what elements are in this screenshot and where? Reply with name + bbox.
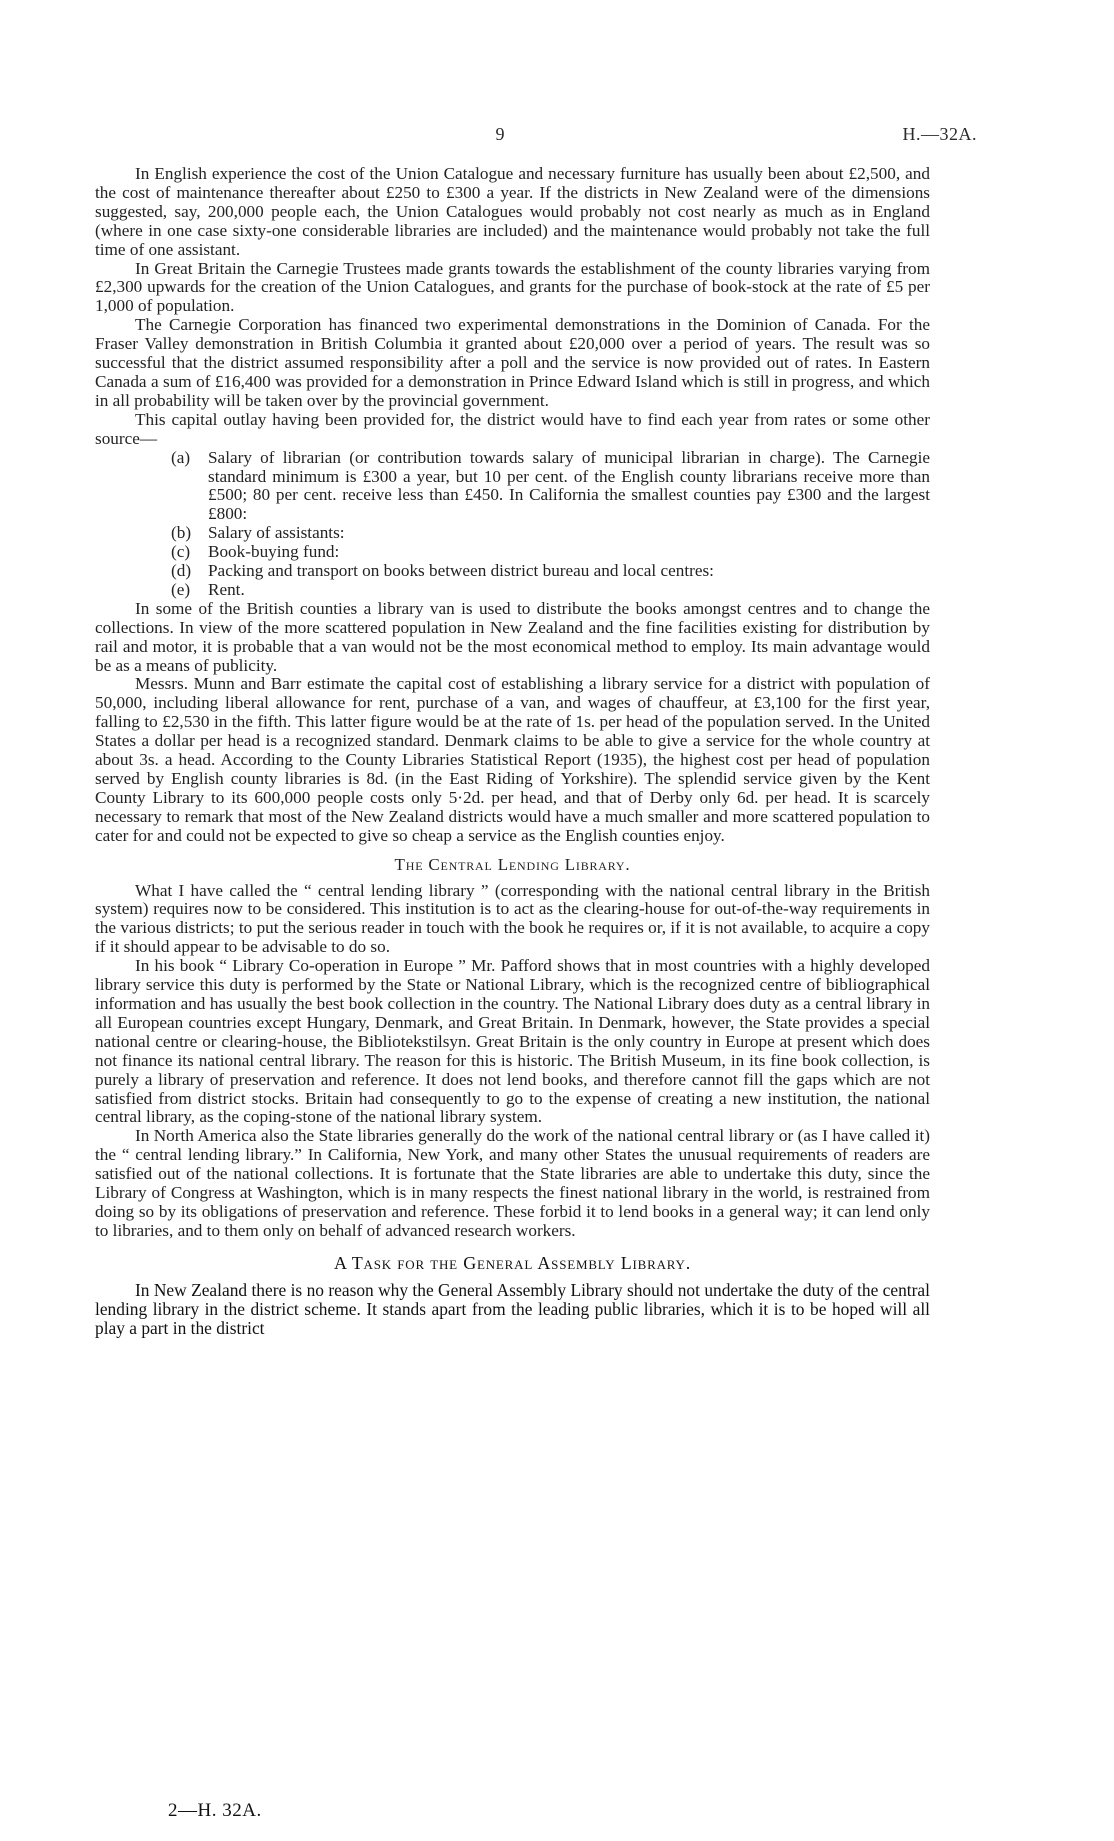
paragraph-library-van: In some of the British counties a library van is used to distribute the books amongst centres and to change the collections. In view of the more scattered population in New Zealand and the fine facilities existing for distribution by rail and motor, it is probable that a van would not be the most economical method to employ. Its main advantage would be as a means of publicity. — [95, 598, 930, 675]
list-item — [171, 562, 930, 581]
paragraph-munn-and-barr: Messrs. Munn and Barr estimate the capital cost of establishing a library service for a district with population of 50,000, including liberal allowance for rent, purchase of a van, and wages of chauffeur, at £3,100 for the first year, falling to £2,530 in the fifth. This latter figure would be at the rate of 1s. per head of the population served. In the United States a dollar per head is a recognized standard. Denmark claims to be able to give a service for the whole country at about 3s. a head. According to the County Libraries Statistical Report (1935), the highest cost per head of population served by English county libraries is 8d. (in the East Riding of Yorkshire). The splendid service given by the Kent County Library to its 600,000 people costs only 5·2d. per head, and that of Derby only 6d. per head. It is scarcely necessary to remark that most of the New Zealand districts would have a much smaller and more scattered population to cater for and could not be expected to give so cheap a service as the English counties enjoy. — [95, 674, 930, 845]
paragraph-union-catalogue-cost: In English experience the cost of the Union Catalogue and necessary furniture has usually been about £2,500, and the cost of maintenance thereafter about £250 to £300 a year. If the districts in New Zealand were of the dimensions suggested, say, 200,000 people each, the Union Catalogues would probably not cost nearly as much as in England (where in one case sixty-one considerable libraries are included) and the maintenance would probably not take the full time of one assistant. — [95, 164, 930, 259]
list-item — [171, 449, 930, 525]
list-marker: (c) — [171, 542, 191, 562]
list-marker: (e) — [171, 579, 191, 599]
list-item-text: Rent. — [208, 579, 245, 599]
section-heading-general-assembly-library: A Task for the General Assembly Library. — [333, 1252, 692, 1273]
paragraph-central-lending-library: What I have called the “ central lending library ” (corresponding with the national central library in the British system) requires now to be considered. This institution is to act as the clearing-house for out-of-the-way requirements in the various districts; to put the serious reader in touch with the book he requires or, if it is not available, to acquire a copy if it should appear to be advisable to do so. — [95, 880, 930, 957]
annual-costs-list — [95, 449, 930, 600]
document-body — [95, 165, 930, 1339]
list-marker: (b) — [171, 523, 192, 543]
paragraph-library-cooperation-europe: In his book “ Library Co-operation in Europe ” Mr. Pafford shows that in most countries with a highly developed library service this duty is performed by the State or National Library, which is the recognized centre of bibliographical information and has usually the best book collection in the country. The National Library does duty as a central library in all European countries except Hungary, Denmark, and Great Britain. In Denmark, however, the State provides a special national centre or clearing-house, the Bibliotekstilsyn. Great Britain is the only country in Europe at present which does not finance its national central library. The reason for this is historic. The British Museum, in its fine book collection, is purely a library of preservation and reference. It does not lend books, and therefore cannot fill the gaps which are not satisfied from district stocks. Britain had consequently to go to the expense of creating a new institution, the national central library, as the coping-stone of the national library system. — [95, 956, 930, 1127]
page-number: 9 — [495, 124, 505, 144]
list-item-text: Salary of assistants: — [208, 523, 345, 543]
list-marker: (d) — [171, 561, 192, 581]
list-item — [171, 524, 930, 543]
paragraph-new-zealand-task: In New Zealand there is no reason why the General Assembly Library should not undertake the duty of the central lending library in the district scheme. It stands apart from the leading public libraries, which it is to be hoped will all play a part in the district — [95, 1279, 930, 1339]
paragraph-capital-outlay: This capital outlay having been provided for, the district would have to find each year from rates or some other source— — [95, 409, 930, 448]
paragraph-carnegie-trustees: In Great Britain the Carnegie Trustees made grants towards the establishment of the county libraries varying from £2,300 upwards for the creation of the Union Catalogues, and grants for the purchase of book-stock at the rate of £5 per 1,000 of population. — [95, 258, 930, 316]
list-marker: (a) — [171, 447, 191, 467]
list-item-text: Book-buying fund: — [208, 542, 340, 562]
document-reference: H.—32A. — [902, 124, 977, 144]
section-heading-central-lending-library: The Central Lending Library. — [394, 854, 631, 874]
list-item-text: Salary of librarian (or contribution towards salary of municipal librarian in charge). The Carnegie standard minimum is £300 a year, but 10 per cent. of the English county librarians receive more than £500; 80 per cent. receive less than £450. In California the smallest counties pay £300 and the largest £800: — [208, 447, 930, 524]
list-item — [171, 543, 930, 562]
paragraph-north-america: In North America also the State libraries generally do the work of the national central library or (as I have called it) the “ central lending library.” In California, New York, and many other States the unusual requirements of readers are satisfied out of the national collections. It is fortunate that the State libraries are able to undertake this duty, since the Library of Congress at Washington, which is in many respects the finest national library in the world, is restrained from doing so by its obligations of preservation and reference. These forbid it to lend books in a general way; it can lend only to libraries, and to them only on behalf of advanced research workers. — [95, 1126, 930, 1240]
list-item-text: Packing and transport on books between district bureau and local centres: — [208, 561, 714, 581]
paragraph-carnegie-corporation: The Carnegie Corporation has financed two experimental demonstrations in the Dominion of Canada. For the Fraser Valley demonstration in British Columbia it granted about £20,000 over a period of years. The result was so successful that the district assumed responsibility after a poll and the service is now provided out of rates. In Eastern Canada a sum of £16,400 was provided for a demonstration in Prince Edward Island which is still in progress, and which in all probability will be taken over by the provincial government. — [95, 315, 930, 410]
page-signature-mark: 2—H. 32A. — [168, 1800, 262, 1821]
list-item — [171, 581, 930, 600]
